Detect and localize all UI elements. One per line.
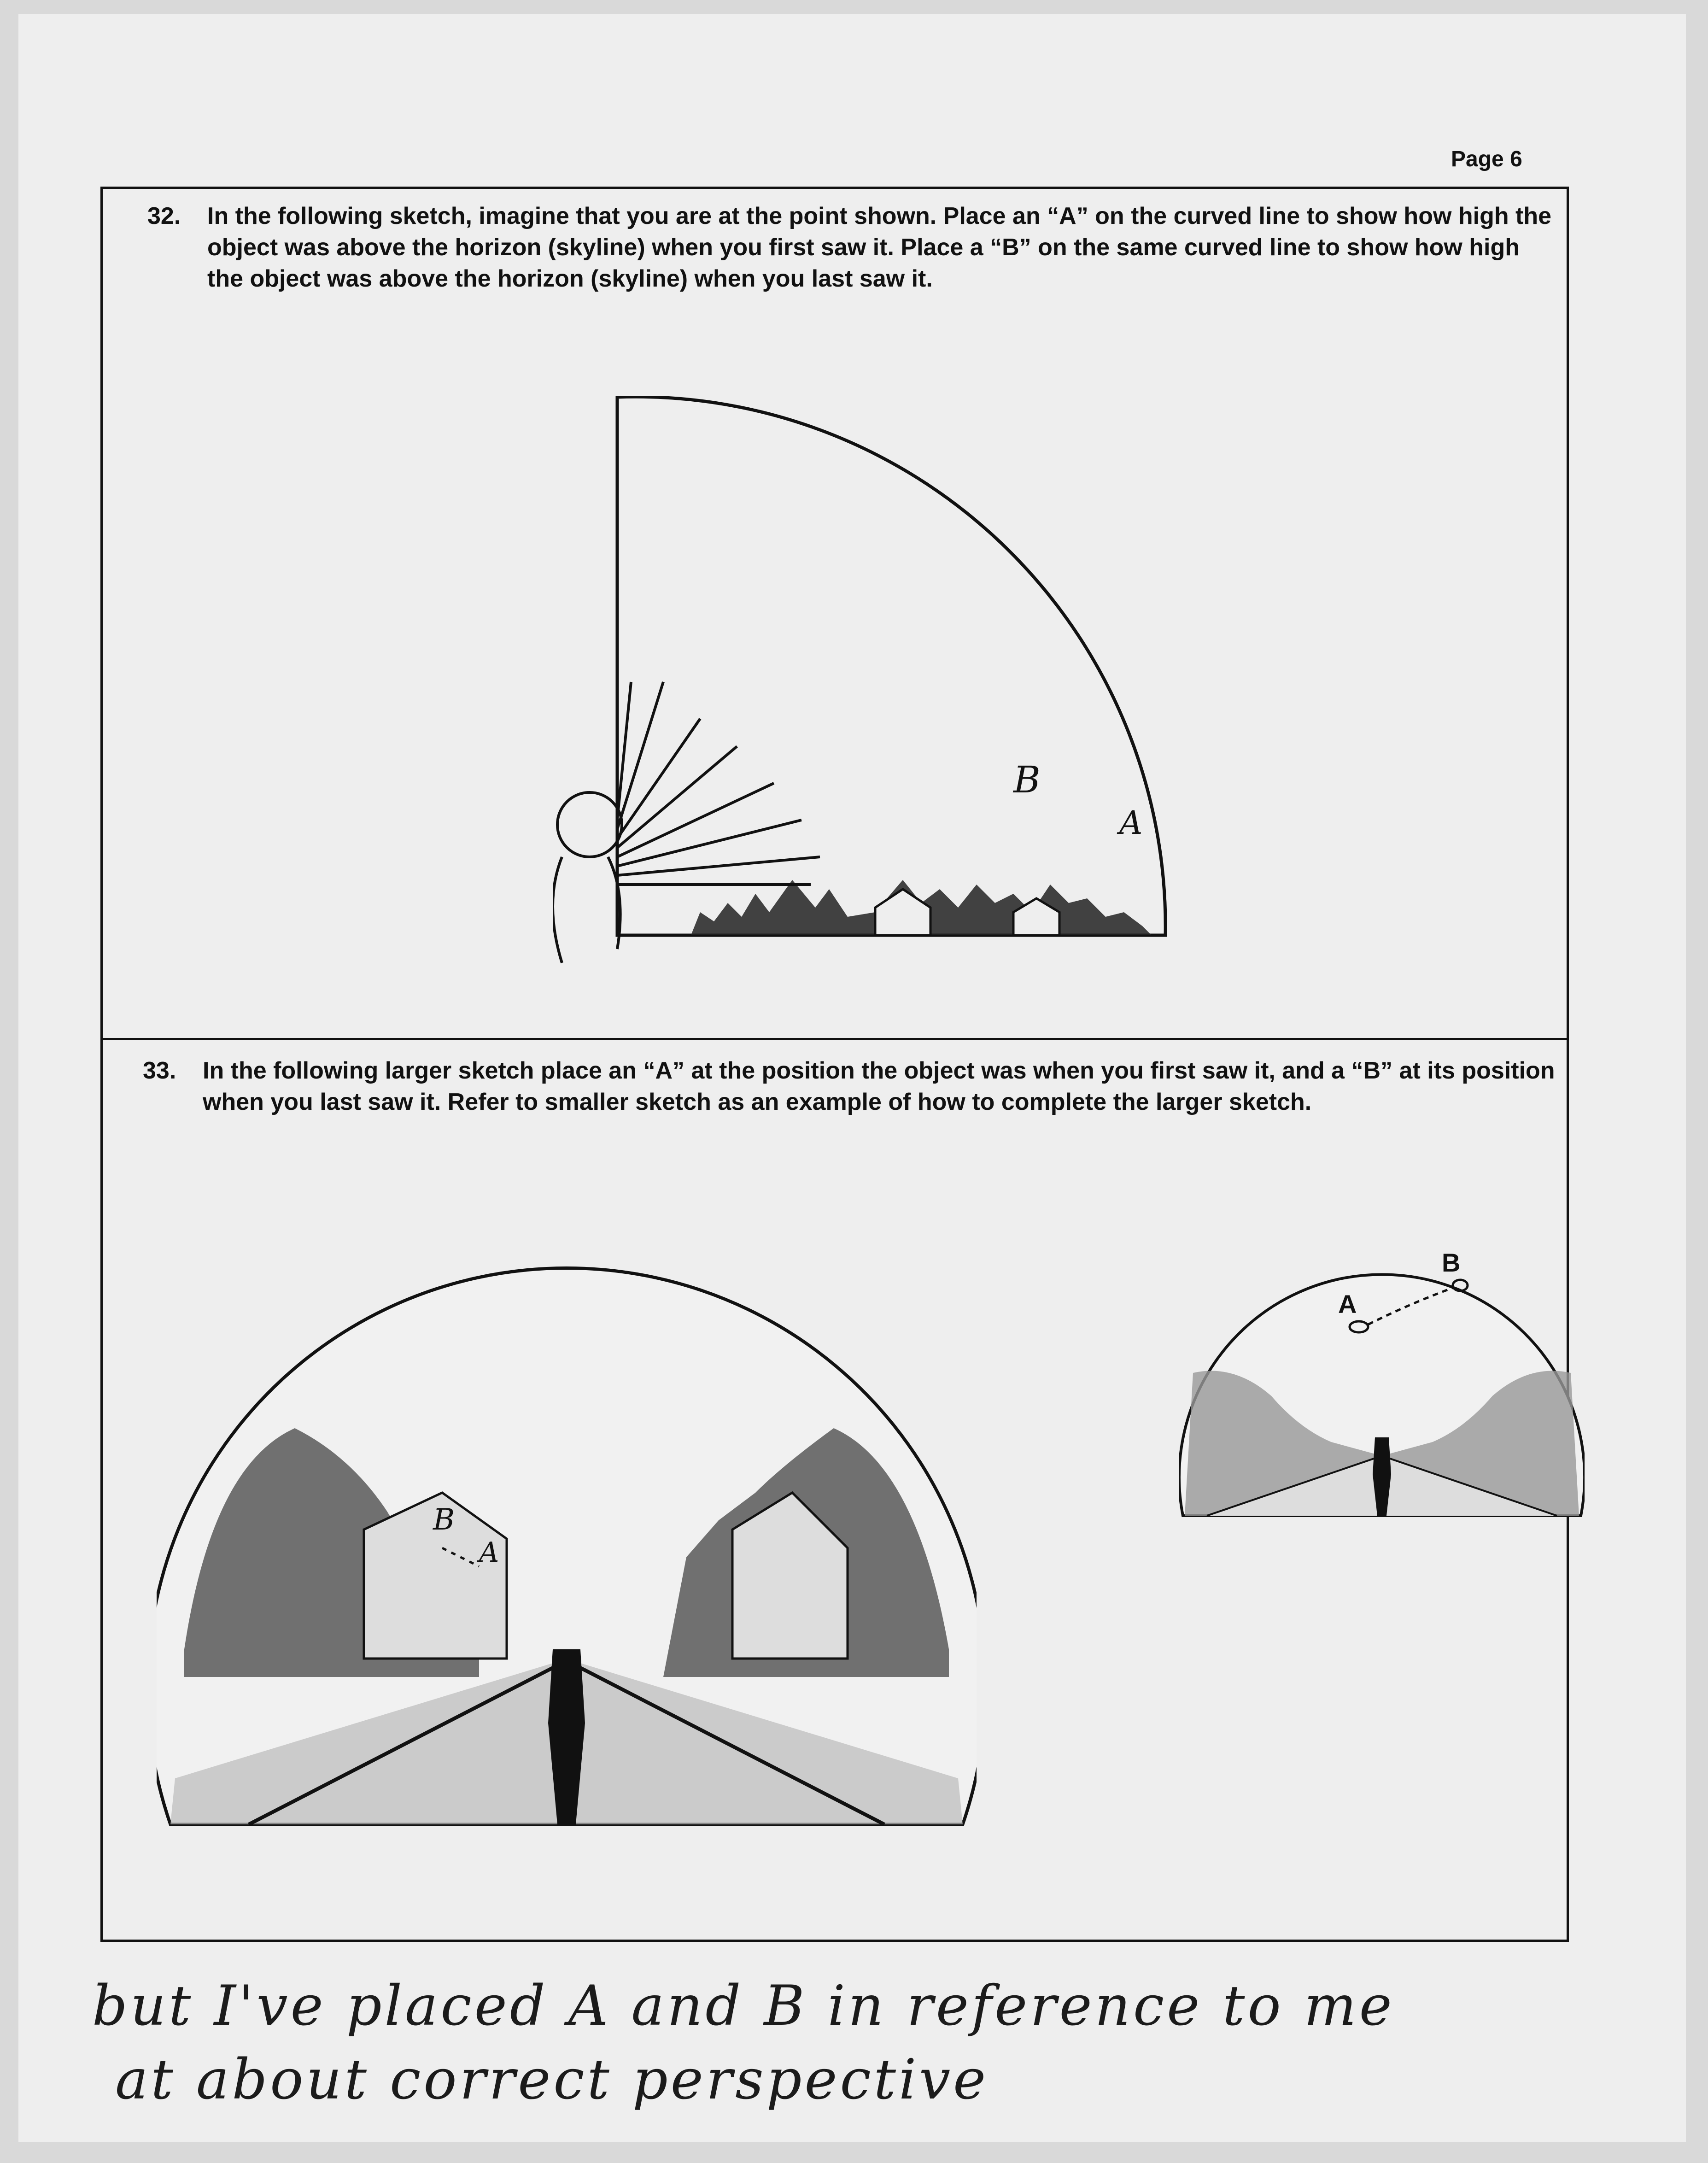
section-divider	[100, 1038, 1569, 1040]
question-33-text: In the following larger sketch place an “A” at the position the object was when you first saw it, and a “B” at its position when you last saw it. Refer to smaller sketch as an example of how to complete the larger sketch.	[203, 1057, 1555, 1115]
handwritten-note-line-2: at about correct perspective	[115, 2048, 989, 2112]
page-number: Page 6	[1451, 147, 1522, 171]
question-32-number: 32.	[147, 203, 181, 229]
large-sketch-B-handwritten: B	[433, 1503, 455, 1537]
answer-B-handwritten: B	[1013, 758, 1041, 801]
example-small-sketch	[1179, 1235, 1585, 1520]
answer-A-handwritten: A	[1119, 804, 1143, 842]
example-A-label: A	[1338, 1290, 1357, 1319]
example-B-label: B	[1442, 1248, 1461, 1277]
large-street-sketch	[157, 1235, 977, 1829]
question-32-text: In the following sketch, imagine that you are at the point shown. Place an “A” on the curved line to show how high the object was above the horizon (skyline) when you first saw it. Place a “B” on the same curved line to show how high the object was above the horizon (skyline) when you last saw it.	[207, 203, 1552, 292]
quarter-circle-sketch	[553, 396, 1198, 977]
skyline-drawing	[691, 880, 1152, 935]
large-sketch-A-handwritten: A	[479, 1536, 499, 1569]
question-33-number: 33.	[143, 1057, 176, 1084]
handwritten-note-line-1: but I've placed A and B in reference to me	[92, 1974, 1395, 2038]
